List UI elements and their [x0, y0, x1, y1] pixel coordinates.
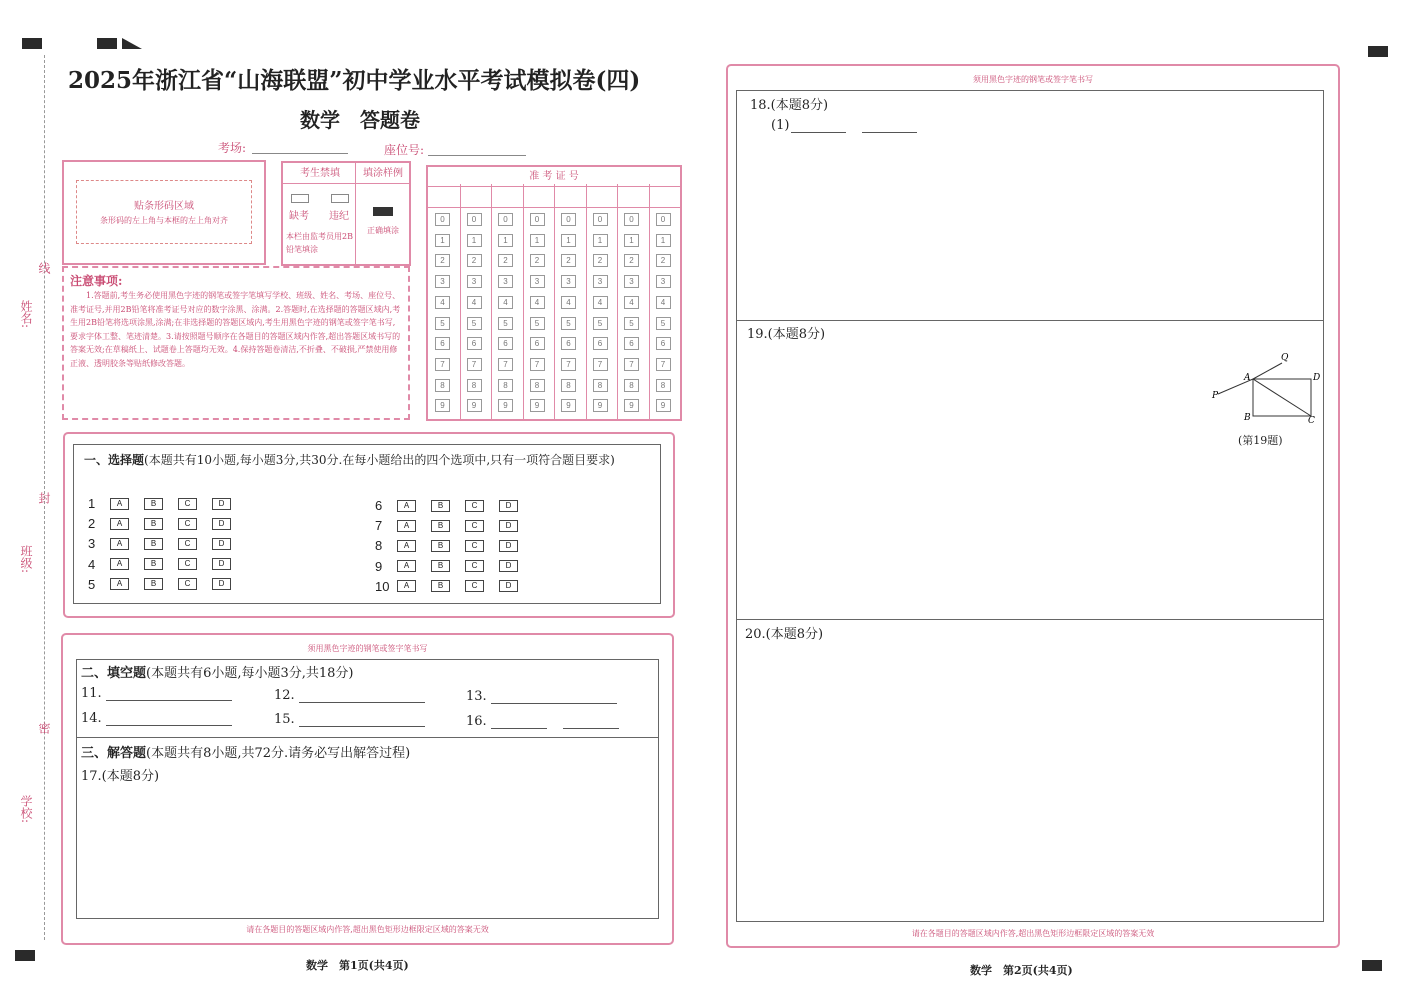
admission-digit-bubble[interactable]: 4 — [624, 296, 639, 309]
timing-mark — [97, 38, 117, 49]
answer-line[interactable] — [491, 714, 547, 729]
forbidden-title: 考生禁填 — [300, 168, 340, 179]
timing-mark — [15, 950, 35, 961]
admission-digit-bubble[interactable]: 9 — [498, 399, 513, 412]
side-seal-label: 封 — [37, 492, 51, 504]
fill-heading — [81, 662, 354, 681]
admission-digit-bubble[interactable]: 5 — [467, 317, 482, 330]
choice-question-7 — [375, 518, 533, 533]
fill-item-16: 16. — [466, 714, 619, 729]
admission-digit-bubble[interactable]: 2 — [656, 254, 671, 267]
admission-digit-bubble[interactable]: 9 — [435, 399, 450, 412]
page-title: 2025年浙江省“山海联盟”初中学业水平考试模拟卷(四) — [68, 67, 641, 94]
choice-question-9 — [375, 559, 533, 574]
choice-option-bubble[interactable]: C — [465, 500, 484, 512]
choice-option-bubble[interactable]: A — [397, 560, 416, 572]
barcode-note: 条形码的左上角与本框的左上角对齐 — [100, 216, 228, 225]
choice-option-bubble[interactable]: D — [212, 518, 231, 530]
exam-room-label: 考场: — [218, 141, 247, 155]
choice-option-bubble[interactable]: C — [178, 518, 197, 530]
q20-label: 20.(本题8分) — [745, 627, 824, 642]
choice-option-bubble[interactable]: D — [212, 558, 231, 570]
choice-option-bubble[interactable]: A — [397, 520, 416, 532]
choice-number: 5 — [88, 576, 96, 592]
admission-digit-bubble[interactable]: 8 — [561, 379, 576, 392]
admission-digit-bubble[interactable]: 5 — [530, 317, 545, 330]
choice-heading — [84, 450, 656, 470]
admission-digit-bubble[interactable]: 7 — [435, 358, 450, 371]
solve-heading — [81, 742, 410, 761]
q18-answer-area[interactable] — [740, 140, 1322, 315]
sample-title: 填涂样例 — [363, 168, 403, 179]
choice-option-bubble[interactable]: D — [499, 580, 518, 592]
answer-line[interactable] — [106, 711, 232, 726]
choice-question-1 — [88, 496, 246, 511]
choice-option-bubble[interactable]: B — [144, 558, 163, 570]
admission-column-divider — [523, 184, 524, 419]
choice-number: 9 — [375, 558, 383, 574]
admission-digit-bubble[interactable]: 9 — [656, 399, 671, 412]
absent-bubble[interactable] — [291, 194, 309, 203]
side-school-label: 学校: — [19, 795, 33, 824]
choice-option-bubble[interactable]: A — [110, 558, 129, 570]
admission-digit-bubble[interactable]: 9 — [530, 399, 545, 412]
answer-line[interactable] — [862, 118, 917, 133]
side-name-label: 姓名: — [19, 300, 33, 329]
admission-digit-bubble[interactable]: 4 — [435, 296, 450, 309]
fill-item-15: 15. — [274, 712, 425, 727]
admission-digit-bubble[interactable]: 6 — [561, 337, 576, 350]
q20-answer-area[interactable] — [740, 645, 1322, 905]
choice-option-bubble[interactable]: C — [465, 540, 484, 552]
choice-option-bubble[interactable]: A — [397, 540, 416, 552]
label-A: A — [1244, 373, 1251, 383]
admission-digit-bubble[interactable]: 8 — [435, 379, 450, 392]
admission-digit-bubble[interactable]: 2 — [467, 254, 482, 267]
choice-option-bubble[interactable]: A — [110, 538, 129, 550]
admission-digit-bubble[interactable]: 5 — [624, 317, 639, 330]
admission-digit-bubble[interactable]: 7 — [467, 358, 482, 371]
choice-option-bubble[interactable]: B — [144, 578, 163, 590]
admission-digit-bubble[interactable]: 8 — [656, 379, 671, 392]
choice-heading-desc: (本题共有10小题,每小题3分,共30分.在每小题给出的四个选项中,只有一项符合题目要求) — [144, 453, 615, 467]
admission-digit-bubble[interactable]: 7 — [593, 358, 608, 371]
solve-heading-desc: (本题共有8小题,共72分.请务必写出解答过程) — [146, 746, 411, 761]
choice-option-bubble[interactable]: C — [178, 578, 197, 590]
choice-question-3 — [88, 536, 246, 551]
admission-digit-bubble[interactable]: 3 — [656, 275, 671, 288]
admission-digit-bubble[interactable]: 7 — [656, 358, 671, 371]
choice-option-bubble[interactable]: A — [110, 518, 129, 530]
admission-digit-bubble[interactable]: 6 — [467, 337, 482, 350]
admission-digit-bubble[interactable]: 5 — [435, 317, 450, 330]
choice-option-bubble[interactable]: A — [397, 580, 416, 592]
choice-question-2 — [88, 516, 246, 531]
admission-column-divider — [554, 184, 555, 419]
admission-digit-bubble[interactable]: 6 — [498, 337, 513, 350]
choice-option-bubble[interactable]: D — [212, 578, 231, 590]
choice-option-bubble[interactable]: C — [178, 538, 197, 550]
admission-digit-bubble[interactable]: 9 — [467, 399, 482, 412]
label-D: D — [1313, 373, 1321, 383]
admission-digit-bubble[interactable]: 6 — [624, 337, 639, 350]
fill-item-14: 14. — [81, 711, 232, 726]
fill-heading-title: 二、填空题 — [81, 666, 147, 681]
admission-digit-bubble[interactable]: 2 — [530, 254, 545, 267]
q18-label: 18.(本题8分) — [750, 98, 829, 113]
choice-option-bubble[interactable]: C — [178, 558, 197, 570]
timing-mark — [1368, 46, 1388, 57]
admission-digit-bubble[interactable]: 9 — [561, 399, 576, 412]
admission-digit-bubble[interactable]: 3 — [561, 275, 576, 288]
admission-digit-bubble[interactable]: 6 — [593, 337, 608, 350]
choice-option-bubble[interactable]: A — [110, 498, 129, 510]
admission-digit-bubble[interactable]: 0 — [656, 213, 671, 226]
admission-digit-bubble[interactable]: 6 — [530, 337, 545, 350]
admission-digit-bubble[interactable]: 0 — [435, 213, 450, 226]
admission-digit-bubble[interactable]: 4 — [593, 296, 608, 309]
admission-digit-bubble[interactable]: 5 — [561, 317, 576, 330]
admission-digit-bubble[interactable]: 1 — [435, 234, 450, 247]
admission-digit-bubble[interactable]: 1 — [561, 234, 576, 247]
label-B: B — [1244, 413, 1251, 423]
choice-option-bubble[interactable]: A — [397, 500, 416, 512]
choice-option-bubble[interactable]: C — [178, 498, 197, 510]
q17-answer-area[interactable] — [76, 785, 654, 913]
admission-digit-bubble[interactable]: 3 — [435, 275, 450, 288]
admission-digit-bubble[interactable]: 5 — [593, 317, 608, 330]
choice-number: 8 — [375, 538, 383, 554]
ink-note-left: 须用黑色字迹的钢笔或签字笔书写 — [307, 644, 428, 653]
choice-option-bubble[interactable]: A — [110, 578, 129, 590]
choice-number: 4 — [88, 556, 96, 572]
admission-digit-bubble[interactable]: 3 — [593, 275, 608, 288]
admission-digit-bubble[interactable]: 8 — [530, 379, 545, 392]
q19-answer-area[interactable] — [740, 345, 1200, 610]
choice-option-bubble[interactable]: C — [465, 580, 484, 592]
choice-option-bubble[interactable]: D — [499, 520, 518, 532]
admission-column-divider — [617, 184, 618, 419]
admission-digit-bubble[interactable]: 3 — [530, 275, 545, 288]
admission-digit-bubble[interactable]: 8 — [593, 379, 608, 392]
admission-column-divider — [649, 184, 650, 419]
choice-question-10 — [375, 579, 533, 594]
label-P: P — [1212, 391, 1219, 401]
admission-digit-bubble[interactable]: 8 — [467, 379, 482, 392]
q19-caption: (第19题) — [1238, 434, 1283, 447]
choice-option-bubble[interactable]: C — [465, 520, 484, 532]
violation-bubble[interactable] — [331, 194, 349, 203]
answer-line[interactable] — [791, 118, 846, 133]
admission-digit-bubble[interactable]: 1 — [498, 234, 513, 247]
timing-mark — [122, 38, 142, 49]
admission-digit-bubble[interactable]: 0 — [467, 213, 482, 226]
admission-digit-bubble[interactable]: 8 — [624, 379, 639, 392]
admission-digit-bubble[interactable]: 4 — [561, 296, 576, 309]
q18-part1: (1) — [771, 118, 917, 133]
admission-digit-bubble[interactable]: 3 — [624, 275, 639, 288]
side-line-label: 线 — [37, 262, 51, 274]
choice-number: 3 — [88, 536, 96, 552]
choice-option-bubble[interactable]: B — [431, 580, 450, 592]
choice-option-bubble[interactable]: D — [499, 540, 518, 552]
sample-filled-bubble — [373, 207, 393, 216]
choice-option-bubble[interactable]: B — [431, 500, 450, 512]
admission-digit-bubble[interactable]: 2 — [498, 254, 513, 267]
label-Q: Q — [1281, 353, 1289, 363]
admission-digit-bubble[interactable]: 9 — [624, 399, 639, 412]
choice-number: 2 — [88, 516, 96, 532]
choice-option-bubble[interactable]: B — [144, 498, 163, 510]
choice-option-bubble[interactable]: C — [465, 560, 484, 572]
admission-digit-bubble[interactable]: 1 — [530, 234, 545, 247]
admission-digit-bubble[interactable]: 3 — [467, 275, 482, 288]
choice-question-8 — [375, 538, 533, 553]
answer-line[interactable] — [299, 712, 425, 727]
admission-digit-bubble[interactable]: 0 — [593, 213, 608, 226]
answer-line[interactable] — [299, 688, 425, 703]
admission-digit-bubble[interactable]: 3 — [498, 275, 513, 288]
notice-text: 1.答题前,考生务必使用黑色字迹的钢笔或签字笔填写学校、班级、姓名、考场、座位号、准考证号,并用2B铅笔将准考证号对应的数字涂黑、涂满。2.答题时,在选择题的答题区域内,考生用2B铅笔将选项涂黑,涂满;在非选择题的答题区域内,考生用黑色字迹的钢笔或签字笔书写,要求字体工整、笔迹清楚。3.请按照题号顺序在各题目的答题区域内作答,超出答题区域书写的答案无效;在草稿纸上、试题卷上答题均无效。4.保持答题卷清洁,不折叠、不破损,严禁使用修正液、透明胶条等贴纸修改答题。 — [70, 291, 401, 368]
admission-digit-bubble[interactable]: 4 — [467, 296, 482, 309]
admission-digit-bubble[interactable]: 0 — [498, 213, 513, 226]
admission-digit-bubble[interactable]: 0 — [561, 213, 576, 226]
notice-box — [62, 266, 410, 420]
choice-number: 10 — [375, 578, 390, 594]
admission-digit-bubble[interactable]: 7 — [498, 358, 513, 371]
fill-item-12: 12. — [274, 688, 425, 703]
admission-digit-bubble[interactable]: 2 — [435, 254, 450, 267]
answer-line[interactable] — [491, 689, 617, 704]
choice-question-6 — [375, 498, 533, 513]
segment-AC — [1253, 379, 1311, 416]
q19-label: 19.(本题8分) — [747, 327, 826, 342]
admission-digit-bubble[interactable]: 7 — [561, 358, 576, 371]
admission-digit-bubble[interactable]: 2 — [624, 254, 639, 267]
admission-digit-bubble[interactable]: 0 — [624, 213, 639, 226]
page-subtitle: 数学 答题卷 — [300, 108, 420, 132]
timing-mark — [22, 38, 42, 49]
admission-column-divider — [586, 184, 587, 419]
admission-digit-bubble[interactable]: 5 — [656, 317, 671, 330]
q19-figure — [1206, 350, 1326, 425]
admission-digit-bubble[interactable]: 8 — [498, 379, 513, 392]
footer-right: 数学 第2页(共4页) — [970, 964, 1073, 977]
choice-number: 7 — [375, 518, 383, 534]
admission-digit-bubble[interactable]: 7 — [530, 358, 545, 371]
answer-line[interactable] — [563, 714, 619, 729]
solve-heading-title: 三、解答题 — [81, 746, 147, 761]
violation-label: 违纪 — [329, 211, 349, 222]
side-secret-label: 密 — [37, 722, 51, 734]
admission-digit-bubble[interactable]: 1 — [467, 234, 482, 247]
choice-option-bubble[interactable]: D — [499, 560, 518, 572]
choice-number: 1 — [88, 496, 96, 511]
admission-digit-bubble[interactable]: 6 — [656, 337, 671, 350]
admission-digit-bubble[interactable]: 9 — [593, 399, 608, 412]
choice-heading-title: 一、选择题 — [84, 453, 145, 467]
forbidden-note: 本栏由监考员用2B铅笔填涂 — [286, 232, 353, 254]
footer-left: 数学 第1页(共4页) — [306, 959, 409, 972]
choice-number: 6 — [375, 498, 383, 513]
admission-digit-bubble[interactable]: 7 — [624, 358, 639, 371]
ink-note-right: 须用黑色字迹的钢笔或签字笔书写 — [973, 75, 1093, 84]
admission-digit-bubble[interactable]: 5 — [498, 317, 513, 330]
choice-option-bubble[interactable]: B — [431, 540, 450, 552]
proctor-box — [281, 161, 411, 266]
admission-column-divider — [491, 184, 492, 419]
choice-question-5 — [88, 577, 246, 592]
notice-title: 注意事项: — [70, 274, 123, 288]
fill-item-13: 13. — [466, 689, 617, 704]
segment-AQ — [1253, 363, 1282, 379]
choice-option-bubble[interactable]: B — [144, 538, 163, 550]
admission-digit-bubble[interactable]: 1 — [593, 234, 608, 247]
exam-room-field[interactable] — [252, 153, 348, 154]
answer-line[interactable] — [106, 686, 232, 701]
choice-option-bubble[interactable]: B — [144, 518, 163, 530]
admission-title: 准 考 证 号 — [529, 171, 579, 182]
admission-digit-bubble[interactable]: 6 — [435, 337, 450, 350]
admission-digit-bubble[interactable]: 4 — [498, 296, 513, 309]
admission-digit-bubble[interactable]: 2 — [593, 254, 608, 267]
choice-option-bubble[interactable]: D — [212, 538, 231, 550]
choice-option-bubble[interactable]: B — [431, 560, 450, 572]
sample-correct-label: 正确填涂 — [367, 226, 399, 235]
admission-column-divider — [460, 184, 461, 419]
choice-option-bubble[interactable]: B — [431, 520, 450, 532]
admission-digit-bubble[interactable]: 1 — [624, 234, 639, 247]
admission-digit-bubble[interactable]: 0 — [530, 213, 545, 226]
seat-field[interactable] — [428, 155, 526, 156]
barcode-title: 贴条形码区域 — [134, 201, 194, 212]
side-class-label: 班级: — [19, 545, 33, 574]
seat-label: 座位号: — [384, 143, 425, 157]
admission-digit-bubble[interactable]: 4 — [656, 296, 671, 309]
fill-heading-desc: (本题共有6小题,每小题3分,共18分) — [146, 666, 354, 681]
bottom-warning-left: 请在各题目的答题区域内作答,超出黑色矩形边框限定区域的答案无效 — [246, 925, 489, 934]
choice-question-4 — [88, 557, 246, 572]
admission-digit-bubble[interactable]: 4 — [530, 296, 545, 309]
barcode-area — [62, 160, 266, 265]
timing-mark — [1362, 960, 1382, 971]
fill-item-11: 11. — [81, 686, 232, 701]
admission-digit-bubble[interactable]: 2 — [561, 254, 576, 267]
bottom-warning-right: 请在各题目的答题区域内作答,超出黑色矩形边框限定区域的答案无效 — [911, 929, 1155, 938]
choice-option-bubble[interactable]: D — [499, 500, 518, 512]
absent-label: 缺考 — [289, 211, 309, 222]
q17-label: 17.(本题8分) — [81, 769, 160, 784]
choice-option-bubble[interactable]: D — [212, 498, 231, 510]
label-C: C — [1308, 416, 1315, 425]
admission-digit-bubble[interactable]: 1 — [656, 234, 671, 247]
